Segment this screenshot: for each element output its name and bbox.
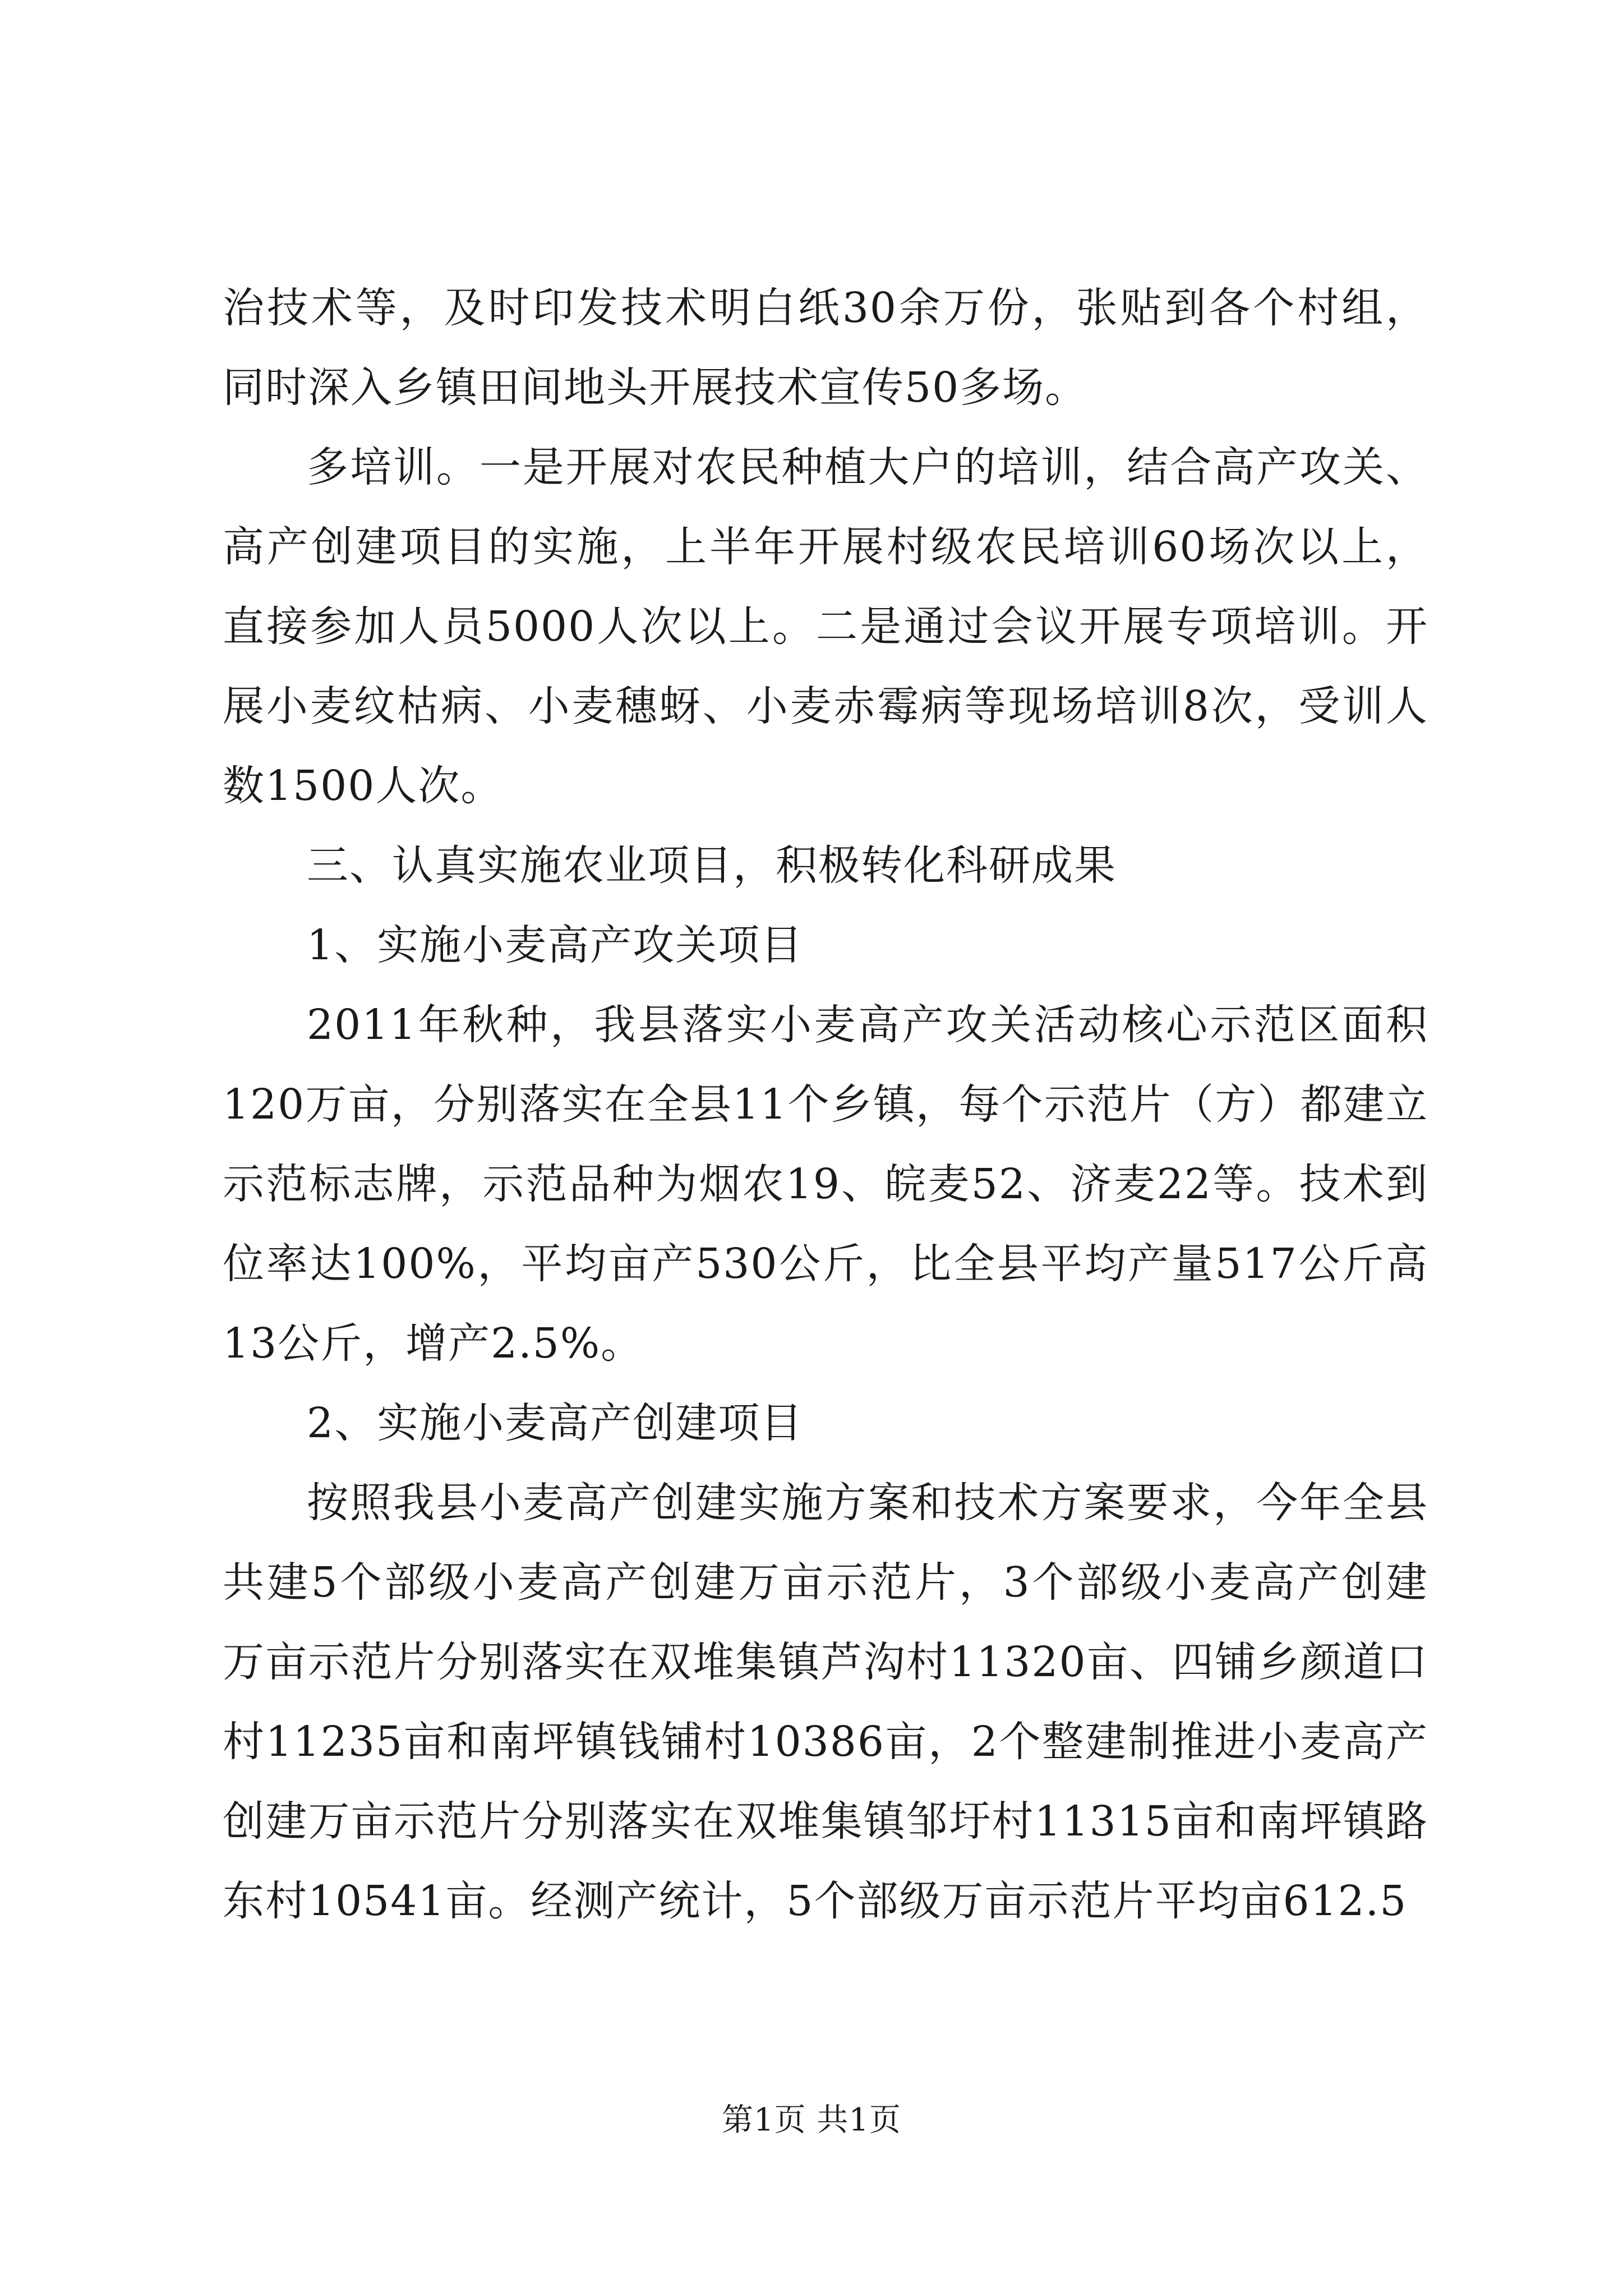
page-footer: 第1页 共1页 <box>721 2102 902 2138</box>
paragraph-high-yield-research: 2011年秋种，我县落实小麦高产攻关活动核心示范区面积120万亩，分别落实在全县11个乡镇，每个示范片（方）都建立示范标志牌，示范品种为烟农19、皖麦52、济麦22等。技术到位率达100%，平均亩产530公斤，比全县平均产量517公斤高13公斤，增产2.5%。 <box>223 1001 1428 1368</box>
paragraph-high-yield-creation: 按照我县小麦高产创建实施方案和技术方案要求，今年全县共建5个部级小麦高产创建万亩示范片，3个部级小麦高产创建万亩示范片分别落实在双堆集镇芦沟村11320亩、四铺乡颜道口村11235亩和南坪镇钱铺村10386亩，2个整建制推进小麦高产创建万亩示范片分别落实在双堆集镇邹圩村11315亩和南坪镇路东村10541亩。经测产统计，5个部级万亩示范片平均亩612.5 <box>223 1479 1428 1925</box>
subheading-high-yield-creation: 2、实施小麦高产创建项目 <box>307 1399 804 1447</box>
subheading-high-yield-research: 1、实施小麦高产攻关项目 <box>307 921 804 969</box>
paragraph-technical-materials: 治技术等，及时印发技术明白纸30余万份，张贴到各个村组，同时深入乡镇田间地头开展技术宣传50多场。 <box>223 284 1428 412</box>
document-body <box>223 268 1428 1941</box>
section-heading-agri-projects: 三、认真实施农业项目，积极转化科研成果 <box>307 841 1117 890</box>
paragraph-training: 多培训。一是开展对农民种植大户的培训，结合高产攻关、高产创建项目的实施，上半年开展村级农民培训60场次以上，直接参加人员5000人次以上。二是通过会议开展专项培训。开展小麦纹枯病、小麦穗蚜、小麦赤霉病等现场培训8次，受训人数1500人次。 <box>223 443 1428 810</box>
